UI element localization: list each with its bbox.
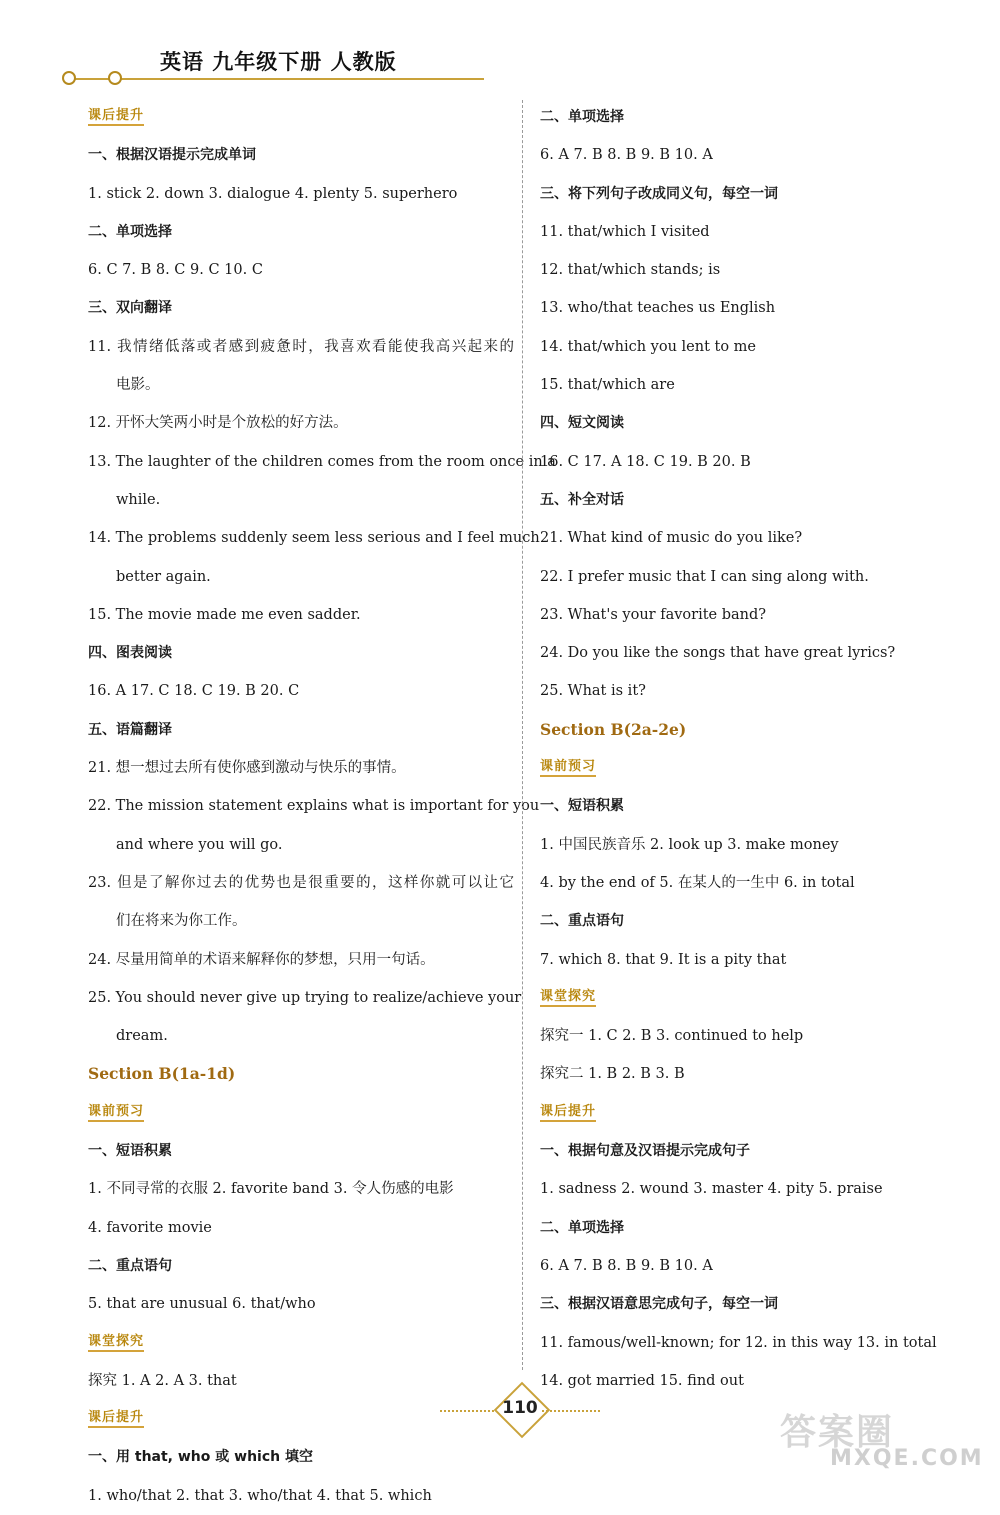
subsection-label-row <box>88 1324 514 1362</box>
exercise-heading: 四、图表阅读 <box>88 645 172 662</box>
exercise-heading: 一、用 that, who 或 which 填空 <box>88 1449 313 1466</box>
answer-line: 1. stick 2. down 3. dialogue 4. plenty 5. superhero <box>88 185 458 202</box>
exercise-heading: 一、根据汉语提示完成单词 <box>88 147 256 164</box>
answer-line: 们在将来为你工作。 <box>116 913 247 930</box>
exercise-heading: 三、将下列句子改成同义句，每空一词 <box>540 185 778 202</box>
exercise-heading: 三、双向翻译 <box>88 300 172 317</box>
footer-dots-left <box>440 1410 498 1412</box>
answer-line: 14. that/which you lent to me <box>540 338 757 355</box>
section-title: Section B(1a-1d) <box>88 1064 236 1084</box>
answer-line: 11. that/which I visited <box>540 223 710 240</box>
subsection-label: 课后提升 <box>88 1410 144 1428</box>
exercise-heading: 五、补全对话 <box>540 491 624 508</box>
answer-line: 6. A 7. B 8. B 9. B 10. A <box>540 1257 713 1274</box>
page-header <box>60 40 500 90</box>
answer-line: 21. 想一想过去所有使你感到激动与快乐的事情。 <box>88 760 406 777</box>
answer-line: 22. I prefer music that I can sing along with. <box>540 568 869 585</box>
subsection-label-row <box>540 749 940 787</box>
answer-line: 15. The movie made me even sadder. <box>88 606 361 623</box>
exercise-heading: 一、根据句意及汉语提示完成句子 <box>540 1143 750 1160</box>
answer-line: 7. which 8. that 9. It is a pity that <box>540 951 787 968</box>
answer-line: 24. 尽量用简单的术语来解释你的梦想，只用一句话。 <box>88 951 435 968</box>
subsection-label-row <box>540 979 940 1017</box>
exercise-heading: 五、语篇翻译 <box>88 721 172 738</box>
page-number: 110 <box>502 1398 538 1418</box>
answer-line: and where you will go. <box>116 836 283 853</box>
answer-line: 23. What's your favorite band? <box>540 606 767 623</box>
answer-line: 13. The laughter of the children comes from the room once in a <box>88 453 556 470</box>
answer-line: 14. got married 15. find out <box>540 1372 744 1389</box>
subsection-label-row <box>88 98 514 136</box>
answer-line: 15. that/which are <box>540 377 675 394</box>
answer-line: 12. that/which stands; is <box>540 262 721 279</box>
section-title: Section B(2a-2e) <box>540 719 687 739</box>
subsection-label-row <box>88 1094 514 1132</box>
page-footer <box>440 1386 600 1426</box>
answer-line: 6. A 7. B 8. B 9. B 10. A <box>540 147 713 164</box>
answer-line: 16. C 17. A 18. C 19. B 20. B <box>540 453 751 470</box>
column-divider <box>522 100 523 1370</box>
watermark-url: MXQE.COM <box>830 1446 984 1471</box>
footer-dots-right <box>542 1410 600 1412</box>
exercise-heading: 二、单项选择 <box>88 223 172 240</box>
subsection-label: 课堂探究 <box>88 1334 144 1352</box>
watermark-logo <box>770 1404 990 1476</box>
answer-line: 25. What is it? <box>540 683 646 700</box>
answer-line: 电影。 <box>116 377 160 394</box>
subsection-label: 课前预习 <box>88 1104 144 1122</box>
answer-line: 16. A 17. C 18. C 19. B 20. C <box>88 683 300 700</box>
exercise-heading: 二、单项选择 <box>540 1219 624 1236</box>
answer-line: dream. <box>116 1028 168 1045</box>
answer-line: 23. 但是了解你过去的优势也是很重要的，这样你就可以让它 <box>88 874 514 891</box>
answer-line: 1. who/that 2. that 3. who/that 4. that 5. which <box>88 1487 432 1504</box>
answer-line: 13. who/that teaches us English <box>540 300 776 317</box>
subsection-label-row <box>540 1094 940 1132</box>
answer-line: 24. Do you like the songs that have great lyrics? <box>540 645 896 662</box>
exercise-heading: 四、短文阅读 <box>540 415 624 432</box>
page-title: 英语 九年级下册 人教版 <box>160 50 397 74</box>
subsection-label: 课后提升 <box>88 108 144 126</box>
answer-line: 11. famous/well-known; for 12. in this way 13. in total <box>540 1334 937 1351</box>
answer-line: 探究一 1. C 2. B 3. continued to help <box>540 1028 804 1045</box>
answer-line: 探究 1. A 2. A 3. that <box>88 1372 237 1389</box>
answer-line: better again. <box>116 568 211 585</box>
header-ornament-left <box>62 71 76 85</box>
answer-line: 探究二 1. B 2. B 3. B <box>540 1066 685 1083</box>
right-column <box>540 98 940 1400</box>
exercise-heading: 二、单项选择 <box>540 109 624 125</box>
answer-line: 12. 开怀大笑两小时是个放松的好方法。 <box>88 415 348 432</box>
answer-line: 1. sadness 2. wound 3. master 4. pity 5. praise <box>540 1181 883 1198</box>
answer-line: 4. by the end of 5. 在某人的一生中 6. in total <box>540 874 855 891</box>
header-rule <box>74 78 484 80</box>
header-ornament-right <box>108 71 122 85</box>
exercise-heading: 一、短语积累 <box>88 1143 172 1160</box>
answer-line: 1. 不同寻常的衣服 2. favorite band 3. 令人伤感的电影 <box>88 1181 454 1198</box>
answer-line: 6. C 7. B 8. C 9. C 10. C <box>88 262 263 279</box>
answer-line: 14. The problems suddenly seem less serious and I feel much <box>88 530 540 547</box>
answer-line: while. <box>116 491 161 508</box>
answer-line: 4. favorite movie <box>88 1219 212 1236</box>
subsection-label: 课前预习 <box>540 759 596 777</box>
answer-line: 5. that are unusual 6. that/who <box>88 1296 316 1313</box>
exercise-heading: 三、根据汉语意思完成句子，每空一词 <box>540 1296 778 1313</box>
answer-line: 11. 我情绪低落或者感到疲惫时，我喜欢看能使我高兴起来的 <box>88 338 514 355</box>
answer-line: 21. What kind of music do you like? <box>540 530 803 547</box>
exercise-heading: 二、重点语句 <box>88 1257 172 1274</box>
exercise-heading: 一、短语积累 <box>540 798 624 815</box>
answer-line: 22. The mission statement explains what is important for you <box>88 798 540 815</box>
answer-line: 25. You should never give up trying to realize/achieve your <box>88 989 522 1006</box>
exercise-heading: 二、重点语句 <box>540 913 624 930</box>
watermark-text: 答案圈 <box>780 1412 895 1453</box>
subsection-label: 课堂探究 <box>540 989 596 1007</box>
subsection-label: 课后提升 <box>540 1104 596 1122</box>
answer-line: 1. 中国民族音乐 2. look up 3. make money <box>540 836 839 853</box>
